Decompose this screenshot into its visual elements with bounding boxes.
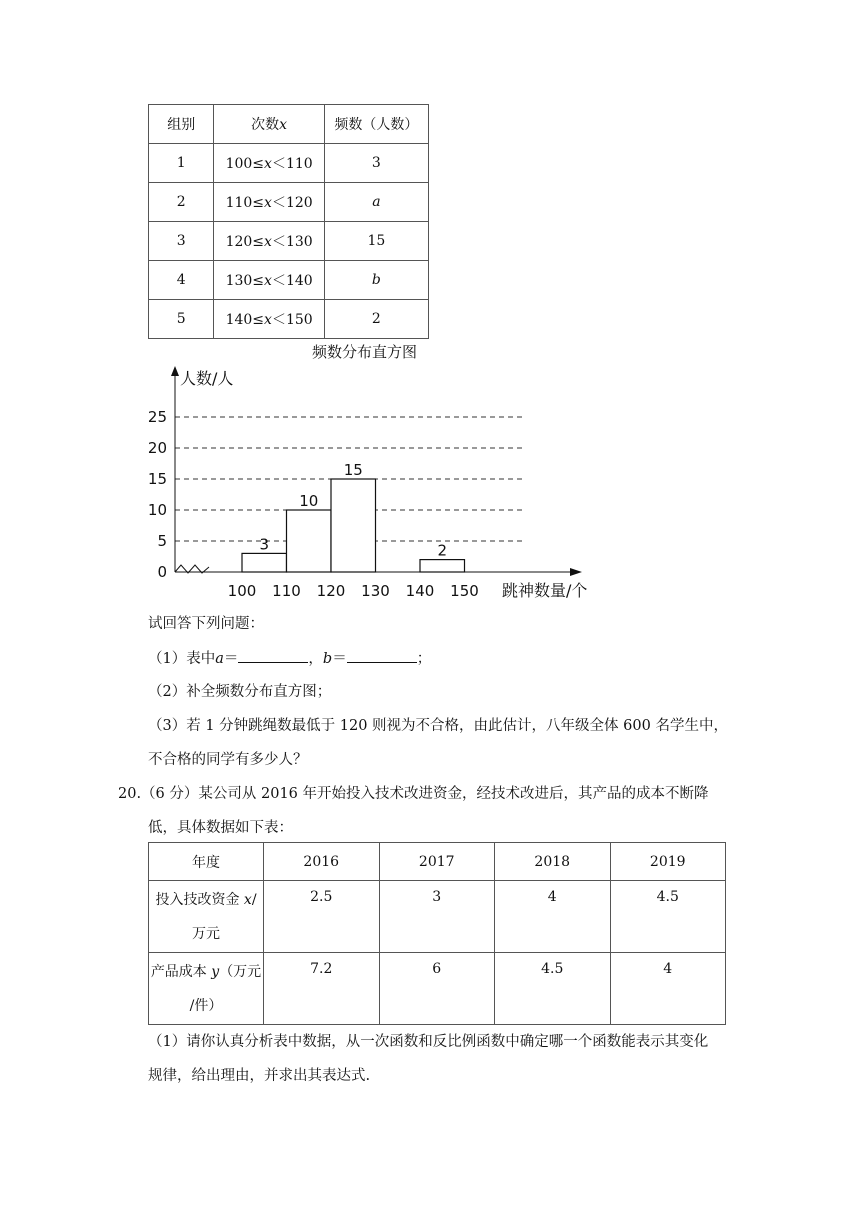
table-row	[149, 953, 726, 1025]
row-label-cost: 产品成本 y（万元 /件）	[149, 953, 264, 1025]
frequency-cell: 15	[324, 222, 428, 261]
value-cell: 4.5	[495, 953, 611, 1025]
frequency-cell: a	[324, 183, 428, 222]
y-tick-label: 0	[157, 563, 167, 581]
x-axis-arrow	[570, 568, 582, 576]
x-tick-label: 150	[450, 582, 479, 600]
group-cell: 4	[149, 261, 214, 300]
table-header-row	[149, 843, 726, 881]
frequency-table	[148, 104, 429, 339]
answer-blank-b[interactable]	[347, 648, 417, 663]
problem-20-line-2: 低，具体数据如下表：	[148, 820, 293, 836]
questions-intro: 试回答下列问题：	[148, 616, 264, 632]
y-tick-label: 15	[147, 470, 167, 488]
year-cell: 2017	[379, 843, 495, 881]
y-tick-label: 5	[157, 532, 167, 550]
header-group: 组别	[149, 105, 214, 144]
x-tick-label: 140	[405, 582, 435, 600]
range-cell: 130≤x＜140	[214, 261, 324, 300]
year-cell: 2018	[495, 843, 611, 881]
question-3-line-2: 不合格的同学有多少人？	[148, 752, 308, 768]
x-axis-label: 跳神数量/个	[502, 581, 588, 600]
value-cell: 4	[610, 953, 726, 1025]
year-cell: 2019	[610, 843, 726, 881]
group-cell: 3	[149, 222, 214, 261]
group-cell: 5	[149, 300, 214, 339]
frequency-cell: 2	[324, 300, 428, 339]
y-tick-label: 10	[147, 501, 167, 519]
cost-table	[148, 842, 726, 1025]
table-row	[149, 261, 429, 300]
problem-20-line-1: 20.（6 分）某公司从 2016 年开始投入技术改进资金，经技术改进后，其产品的成本不断降	[118, 786, 709, 802]
table-header-row	[149, 105, 429, 144]
range-cell: 110≤x＜120	[214, 183, 324, 222]
range-cell: 120≤x＜130	[214, 222, 324, 261]
question-1: （1）表中a＝ ，b＝ ；	[148, 648, 431, 669]
question-2: （2）补全频数分布直方图；	[148, 684, 332, 700]
table-row	[149, 300, 429, 339]
frequency-cell: b	[324, 261, 428, 300]
header-count: 次数x	[214, 105, 324, 144]
value-cell: 6	[379, 953, 495, 1025]
value-cell: 4.5	[610, 881, 726, 953]
problem-20-q1-line-1: （1）请你认真分析表中数据，从一次函数和反比例函数中确定哪一个函数能表示其变化	[148, 1034, 709, 1050]
value-cell: 4	[495, 881, 611, 953]
x-tick-label: 100	[227, 582, 257, 600]
y-tick-label: 25	[147, 408, 167, 426]
frequency-cell: 3	[324, 144, 428, 183]
x-tick-label: 110	[272, 582, 301, 600]
y-axis-arrow	[171, 366, 179, 376]
range-cell: 140≤x＜150	[214, 300, 324, 339]
histogram-chart	[140, 362, 600, 602]
value-cell: 2.5	[264, 881, 380, 953]
histogram-bar	[287, 510, 332, 572]
question-3-line-1: （3）若 1 分钟跳绳数最低于 120 则视为不合格，由此估计，八年级全体 600 名学生中，	[148, 718, 728, 734]
histogram-bar	[242, 553, 287, 572]
histogram-bar	[331, 479, 376, 572]
x-tick-label: 130	[361, 582, 390, 600]
table-row	[149, 222, 429, 261]
y-axis-label: 人数/人	[180, 369, 234, 388]
range-cell: 100≤x＜110	[214, 144, 324, 183]
answer-blank-a[interactable]	[238, 648, 308, 663]
bar-value-label: 10	[299, 492, 319, 510]
value-cell: 7.2	[264, 953, 380, 1025]
bar-value-label: 15	[343, 461, 363, 479]
y-tick-label: 20	[147, 439, 167, 457]
year-cell: 2016	[264, 843, 380, 881]
row-label-investment: 投入技改资金 x/ 万元	[149, 881, 264, 953]
bar-value-label: 3	[259, 535, 270, 554]
value-cell: 3	[379, 881, 495, 953]
table-row	[149, 183, 429, 222]
chart-title: 频数分布直方图	[312, 343, 418, 361]
header-year-label: 年度	[149, 843, 264, 881]
problem-20-q1-line-2: 规律，给出理由，并求出其表达式.	[148, 1068, 371, 1084]
histogram-bar	[420, 560, 465, 572]
header-frequency: 频数（人数）	[324, 105, 428, 144]
group-cell: 1	[149, 144, 214, 183]
x-tick-label: 120	[316, 582, 346, 600]
table-row	[149, 881, 726, 953]
table-row	[149, 144, 429, 183]
bar-value-label: 2	[437, 541, 448, 560]
group-cell: 2	[149, 183, 214, 222]
